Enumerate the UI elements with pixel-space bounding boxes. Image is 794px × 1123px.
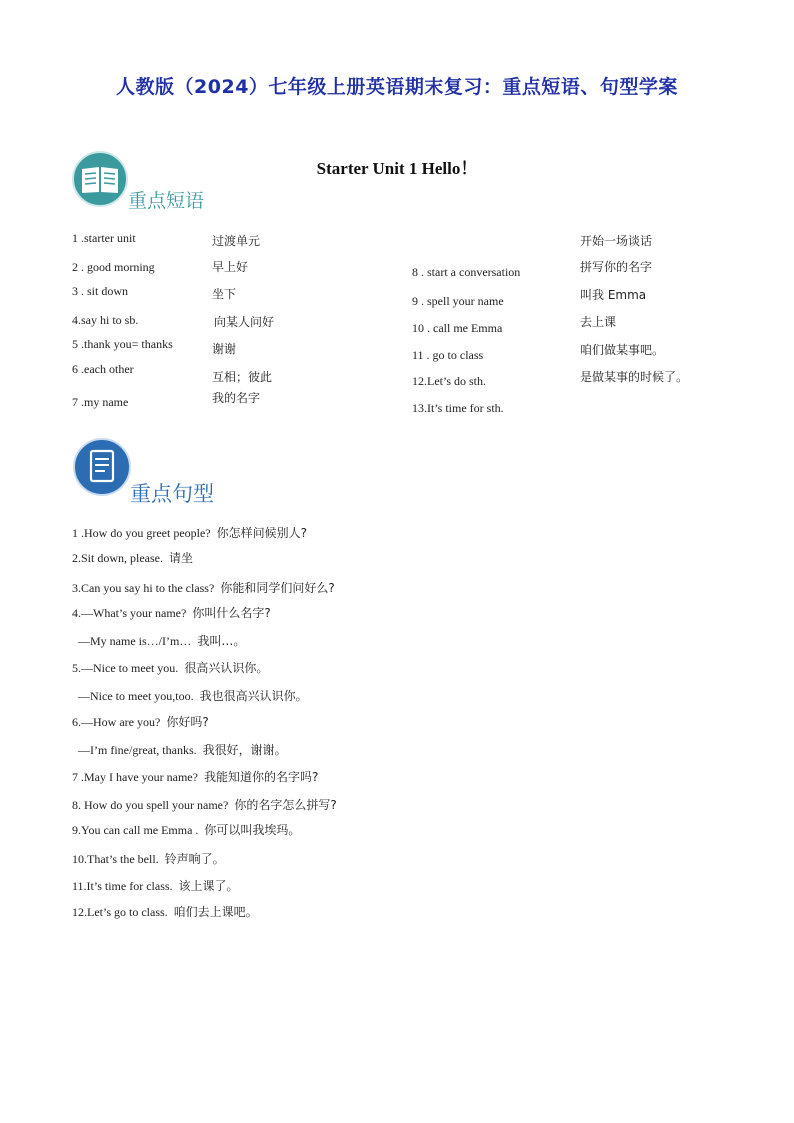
phrase-zh: 谢谢	[212, 342, 237, 356]
phrase-zh: 坐下	[212, 287, 237, 301]
sentence-zh: 你怎样问候别人?	[216, 526, 308, 540]
sentence-zh: 我叫…。	[197, 634, 246, 648]
sentence-item	[78, 632, 245, 649]
phrase-en: 12.Let’s do sth.	[412, 374, 486, 388]
phrase-en: 9 . spell your name	[412, 294, 504, 308]
sentence-en: 1 .How do you greet people?	[72, 526, 211, 540]
sentence-zh: 我能知道你的名字吗?	[203, 770, 319, 784]
sentence-en: —Nice to meet you,too.	[78, 689, 194, 703]
phrase-en: 6 .each other	[72, 362, 134, 376]
phrase-zh: 开始一场谈话	[580, 234, 653, 248]
sentence-zh: 你的名字怎么拼写?	[234, 798, 337, 812]
phrase-zh: 咱们做某事吧。	[580, 343, 665, 357]
sentence-en: —My name is…/I’m…	[78, 634, 192, 648]
sentence-en: 3.Can you say hi to the class?	[72, 581, 215, 595]
sentence-zh: 我也很高兴认识你。	[199, 689, 308, 703]
phrase-en: 5 .thank you= thanks	[72, 337, 173, 351]
sentence-en: 11.It’s time for class.	[72, 879, 173, 893]
sentence-item	[72, 604, 271, 621]
phrase-zh: 去上课	[580, 315, 617, 329]
sentence-zh: 你好吗?	[166, 715, 209, 729]
unit-title: Starter Unit 1 Hello！	[316, 159, 478, 178]
sentence-en: 9.You can call me Emma .	[72, 823, 199, 837]
sentence-item	[72, 850, 225, 867]
sentence-zh: 请坐	[169, 551, 194, 565]
sentence-item	[78, 741, 287, 758]
phrase-zh: 拼写你的名字	[580, 260, 653, 274]
sentence-item	[72, 524, 307, 541]
document-title: 人教版（2024）七年级上册英语期末复习：重点短语、句型学案	[116, 76, 678, 98]
sentence-en: 7 .May I have your name?	[72, 770, 198, 784]
phrase-zh: 互相；彼此	[212, 370, 273, 384]
sentence-zh: 该上课了。	[178, 879, 239, 893]
sentence-zh: 你可以叫我埃玛。	[204, 823, 301, 837]
sentence-en: 5.—Nice to meet you.	[72, 661, 179, 675]
sentence-zh: 我很好，谢谢。	[202, 743, 287, 757]
sentences-section-label: 重点句型	[130, 482, 214, 506]
phrase-en: 4.say hi to sb.	[72, 313, 139, 327]
sentence-en: 4.—What’s your name?	[72, 606, 187, 620]
sentence-zh: 咱们去上课吧。	[173, 905, 258, 919]
sentence-en: 2.Sit down, please.	[72, 551, 163, 565]
phrase-zh: 是做某事的时候了。	[580, 370, 689, 384]
sentence-zh: 很高兴认识你。	[184, 661, 269, 675]
document-icon	[72, 437, 132, 497]
sentence-item	[72, 768, 318, 785]
sentence-en: 8. How do you spell your name?	[72, 798, 229, 812]
sentence-zh: 你能和同学们问好么?	[220, 581, 335, 595]
sentence-item	[72, 903, 258, 920]
sentence-item	[72, 796, 337, 813]
sentence-item	[78, 687, 308, 704]
phrase-en: 13.It’s time for sth.	[412, 401, 504, 415]
sentence-item	[72, 713, 209, 730]
phrase-zh: 早上好	[212, 260, 249, 274]
sentence-item	[72, 549, 193, 566]
phrase-zh: 过渡单元	[212, 234, 261, 248]
phrase-zh: 叫我 Emma	[580, 288, 647, 302]
phrase-en: 11 . go to class	[412, 348, 484, 362]
phrase-en: 2 . good morning	[72, 260, 155, 274]
phrase-zh: 向某人问好	[214, 315, 275, 329]
sentence-en: —I’m fine/great, thanks.	[78, 743, 197, 757]
phrase-en: 3 . sit down	[72, 284, 129, 298]
phrase-zh: 我的名字	[212, 391, 261, 405]
phrase-en: 8 . start a conversation	[412, 265, 521, 279]
sentence-item	[72, 821, 300, 838]
sentence-item	[72, 579, 335, 596]
phrase-en: 1 .starter unit	[72, 231, 136, 245]
sentence-zh: 你叫什么名字?	[192, 606, 271, 620]
sentence-zh: 铃声响了。	[164, 852, 225, 866]
phrase-en: 7 .my name	[72, 395, 129, 409]
sentence-en: 12.Let’s go to class.	[72, 905, 168, 919]
sentence-item	[72, 659, 268, 676]
phrase-en: 10 . call me Emma	[412, 321, 503, 335]
sentence-item	[72, 877, 239, 894]
phrases-section-label: 重点短语	[128, 190, 205, 212]
sentence-en: 10.That’s the bell.	[72, 852, 159, 866]
sentence-en: 6.—How are you?	[72, 715, 161, 729]
